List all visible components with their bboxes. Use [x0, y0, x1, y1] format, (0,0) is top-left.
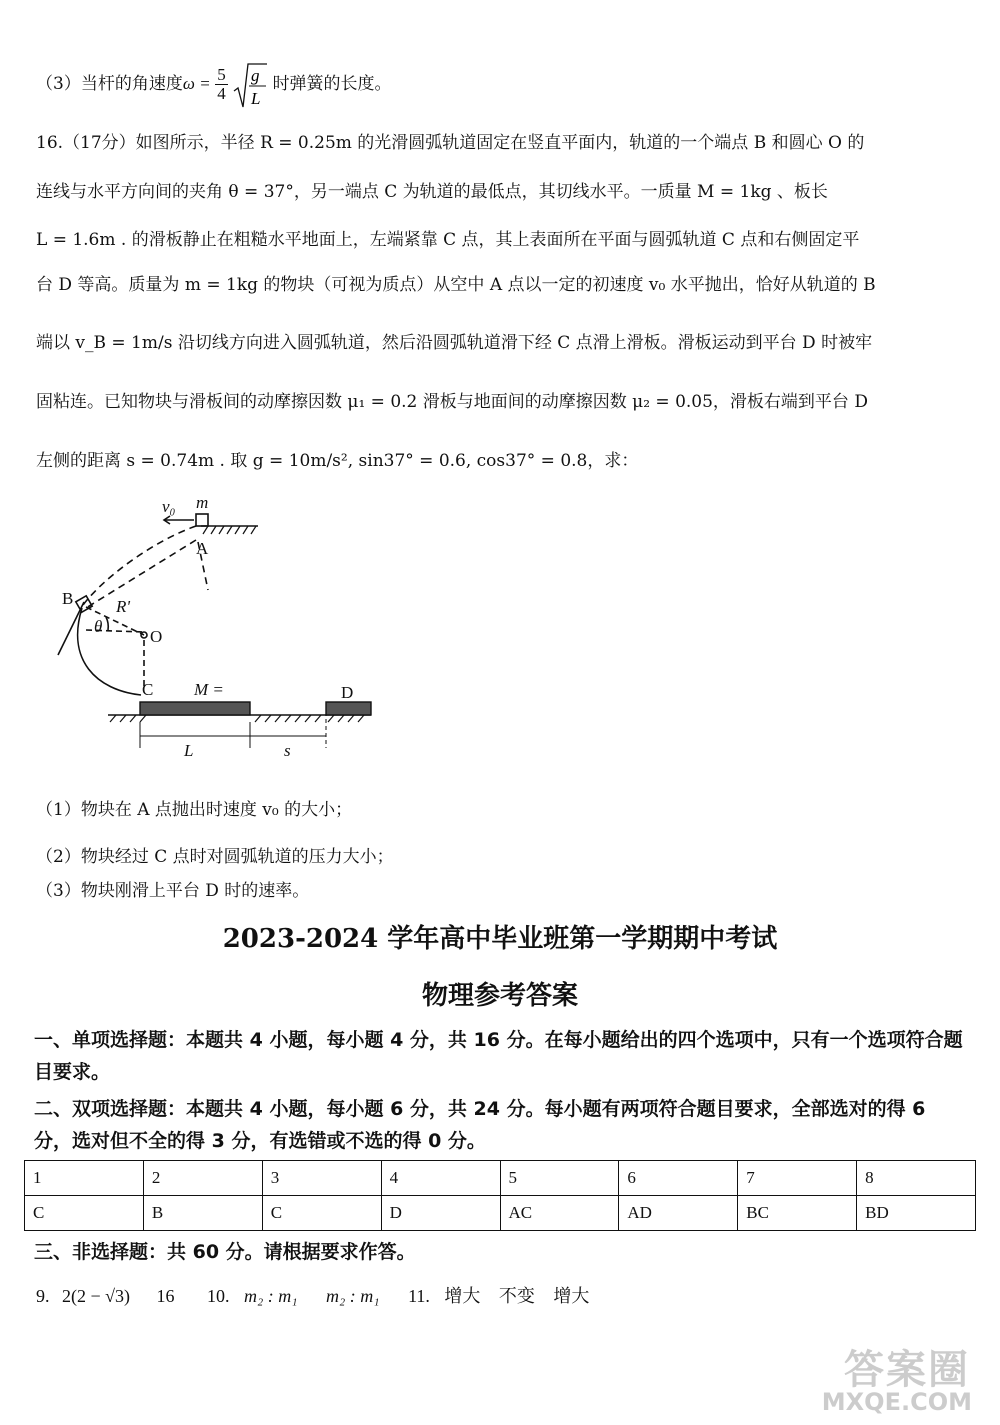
equals: =: [200, 74, 210, 93]
label-L: L: [184, 741, 194, 760]
label-theta: θ: [94, 617, 103, 636]
section-3: 三、非选择题：共 60 分。请根据要求作答。: [34, 1241, 416, 1263]
label-v0: v₀: [162, 497, 176, 516]
q11-label: 11.: [408, 1286, 430, 1306]
table-row-choices: [25, 1196, 976, 1231]
table-cell: C: [262, 1196, 381, 1231]
fraction-5-4: [215, 66, 228, 103]
table-cell: 8: [857, 1161, 976, 1196]
table-cell: D: [381, 1196, 500, 1231]
watermark-url: MXQE.COM: [821, 1388, 972, 1416]
label-m: m: [196, 493, 209, 512]
q15-part3-suffix: 时弹簧的长度。: [272, 74, 392, 94]
q16-line5: 端以 v_B = 1m/s 沿切线方向进入圆弧轨道，然后沿圆弧轨道滑下经 C 点滑上滑板。滑板运动到平台 D 时被牢: [36, 333, 873, 353]
track-diagram: [36, 490, 386, 770]
q16-sub3: （3）物块刚滑上平台 D 时的速率。: [36, 881, 310, 901]
q16-line2: 连线与水平方向间的夹角 θ = 37°，另一端点 C 为轨道的最低点，其切线水平。一质量 M = 1kg 、板长: [36, 182, 828, 202]
table-cell: 1: [25, 1161, 144, 1196]
fraction-denominator: 4: [217, 84, 226, 103]
label-O: O: [150, 627, 163, 646]
fraction-numerator: 5: [217, 65, 226, 85]
table-cell: B: [143, 1196, 262, 1231]
label-C: C: [142, 680, 154, 699]
table-cell: BC: [738, 1196, 857, 1231]
q10-answer-a: m₂ : m₁: [244, 1286, 298, 1306]
q11-answer-a: 增大: [444, 1286, 481, 1307]
q10-label: 10.: [207, 1286, 230, 1306]
label-D: D: [341, 683, 354, 702]
sqrt-sign-icon: [233, 61, 267, 111]
table-cell: AC: [500, 1196, 619, 1231]
answer-subtitle: 物理参考答案: [421, 981, 578, 1011]
label-s: s: [284, 741, 291, 760]
q11-answer-b: 不变: [498, 1286, 535, 1307]
q15-part3-prefix: （3）当杆的角速度: [36, 74, 183, 94]
label-A: A: [196, 539, 209, 558]
q9-answer: 2(2 − √3): [62, 1286, 131, 1306]
q16-line6: 固粘连。已知物块与滑板间的动摩擦因数 μ₁ = 0.2 滑板与地面间的动摩擦因数 μ₂ = 0.05，滑板右端到平台 D: [36, 392, 868, 412]
table-cell: 4: [381, 1161, 500, 1196]
table-cell: 2: [143, 1161, 262, 1196]
omega-symbol: ω: [182, 74, 195, 93]
q9-label: 9.: [36, 1286, 50, 1306]
section-2: 二、双项选择题：本题共 4 小题，每小题 6 分，共 24 分。每小题有两项符合题目要求，全部选对的得 6 分，选对但不全的得 3 分，有选错或不选的得 0 分。: [34, 1098, 926, 1152]
table-cell: 6: [619, 1161, 738, 1196]
q9-answer-2: 16: [156, 1286, 175, 1306]
q16-line4: 台 D 等高。质量为 m = 1kg 的物块（可视为质点）从空中 A 点以一定的初速度 v₀ 水平抛出，恰好从轨道的 B: [36, 275, 876, 295]
q10-answer-b: m₂ : m₁: [326, 1286, 380, 1306]
q16-sub2: （2）物块经过 C 点时对圆弧轨道的压力大小；: [36, 847, 394, 867]
table-cell: C: [25, 1196, 144, 1231]
q16-line3: L = 1.6m . 的滑板静止在粗糙水平地面上，左端紧靠 C 点，其上表面所在平面与圆弧轨道 C 点和右侧固定平: [36, 230, 860, 250]
label-M: M =: [194, 680, 224, 699]
table-cell: 3: [262, 1161, 381, 1196]
fill-in-answers: [36, 1282, 970, 1308]
q16-sub1: （1）物块在 A 点抛出时速度 v₀ 的大小；: [36, 800, 353, 820]
label-B: B: [62, 589, 74, 608]
section-1: 一、单项选择题：本题共 4 小题，每小题 4 分，共 16 分。在每小题给出的四个选项中，只有一个选项符合题目要求。: [34, 1029, 963, 1083]
table-cell: BD: [857, 1196, 976, 1231]
q15-part3: [36, 58, 970, 110]
table-cell: AD: [619, 1196, 738, 1231]
table-cell: 5: [500, 1161, 619, 1196]
watermark-logo: 答案圈: [844, 1347, 970, 1393]
q11-answer-c: 增大: [553, 1286, 590, 1307]
q16-line7: 左侧的距离 s = 0.74m . 取 g = 10m/s², sin37° = 0.6, cos37° = 0.8，求：: [36, 451, 639, 471]
q16-line1: 16.（17分）如图所示，半径 R = 0.25m 的光滑圆弧轨道固定在竖直平面内，轨道的一个端点 B 和圆心 O 的: [36, 133, 865, 153]
answer-title: 2023-2024 学年高中毕业班第一学期期中考试: [222, 924, 778, 954]
label-R: R': [116, 597, 131, 616]
table-row-numbers: [25, 1161, 976, 1196]
sqrt-g-over-L: [233, 58, 267, 110]
sqrt-L: L: [251, 88, 261, 108]
answer-table: [24, 1160, 976, 1231]
sqrt-g: g: [251, 65, 260, 85]
table-cell: 7: [738, 1161, 857, 1196]
